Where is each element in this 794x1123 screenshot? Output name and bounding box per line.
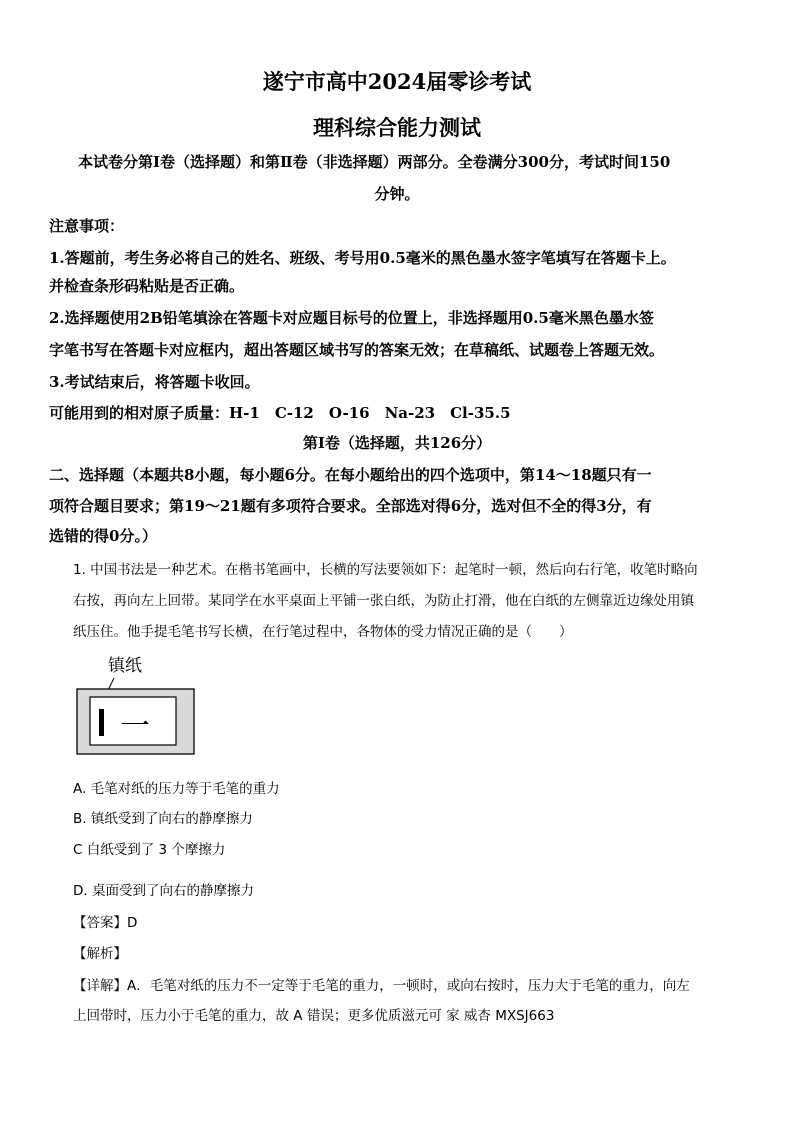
intro-line-2: 分钟。: [374, 185, 420, 203]
intro-line-1: 本试卷分第Ⅰ卷（选择题）和第Ⅱ卷（非选择题）两部分。全卷满分300分，考试时间150: [78, 153, 671, 171]
page-title: 遂宁市高中2024届零诊考试: [262, 69, 532, 94]
option-b: B. 镇纸受到了向右的静摩擦力: [73, 811, 253, 827]
calligraphy-stroke: 一: [120, 709, 150, 744]
notes-item-1-line-1: 1.答题前，考生务必将自己的姓名、班级、考号用0.5毫米的黑色墨水签字笔填写在答题卡上。: [49, 249, 676, 267]
paperweight-label: 镇纸: [108, 656, 142, 676]
section-instruction-line-3: 选错的得0分。）: [49, 527, 157, 545]
detail-line-2: 上回带时，压力小于毛笔的重力，故 A 错误；更多优质滋元可 家 威杏 MXSJ663: [73, 1008, 555, 1024]
answer-label: 【答案】D: [73, 915, 138, 931]
atomic-masses: 可能用到的相对原子质量：H-1 C-12 O-16 Na-23 Cl-35.5: [49, 404, 511, 422]
paperweight-bar: [99, 709, 104, 736]
analysis-label: 【解析】: [73, 946, 127, 962]
question-1-line-3: 纸压住。他手提毛笔书写长横，在行笔过程中，各物体的受力情况正确的是（ ）: [73, 624, 573, 640]
notes-heading: 注意事项：: [49, 217, 125, 235]
notes-item-2-line-1: 2.选择题使用2B铅笔填涂在答题卡对应题目标号的位置上，非选择题用0.5毫米黑色墨水签: [49, 309, 654, 327]
paperweight-diagram: [76, 652, 196, 757]
section-instruction-line-1: 二、选择题（本题共8小题，每小题6分。在每小题给出的四个选项中，第14～18题只有一: [49, 466, 652, 484]
section-instruction-line-2: 项符合题目要求；第19～21题有多项符合要求。全部选对得6分，选对但不全的得3分，有: [49, 497, 652, 515]
question-1-line-1: 1. 中国书法是一种艺术。在楷书笔画中，长横的写法要领如下：起笔时一顿，然后向右行笔，收笔时略向: [73, 562, 698, 578]
notes-item-3: 3.考试结束后，将答题卡收回。: [49, 373, 260, 391]
notes-item-2-line-2: 字笔书写在答题卡对应框内，超出答题区域书写的答案无效；在草稿纸、试题卷上答题无效。: [49, 341, 665, 359]
option-c: C 白纸受到了 3 个摩擦力: [73, 842, 226, 858]
option-a: A. 毛笔对纸的压力等于毛笔的重力: [73, 781, 280, 797]
detail-line-1: 【详解】A．毛笔对纸的压力不一定等于毛笔的重力，一顿时，或向右按时，压力大于毛笔的重力，向左: [73, 978, 690, 994]
option-d: D. 桌面受到了向右的静摩擦力: [73, 883, 254, 899]
paperweight-figure: [76, 652, 196, 757]
section-title: 第Ⅰ卷（选择题，共126分）: [302, 434, 492, 452]
page-subtitle: 理科综合能力测试: [313, 115, 481, 140]
notes-item-1-line-2: 并检查条形码粘贴是否正确。: [49, 277, 245, 295]
question-1-line-2: 右按，再向左上回带。某同学在水平桌面上平铺一张白纸，为防止打滑，他在白纸的左侧靠近边缘处用镇: [73, 593, 694, 609]
